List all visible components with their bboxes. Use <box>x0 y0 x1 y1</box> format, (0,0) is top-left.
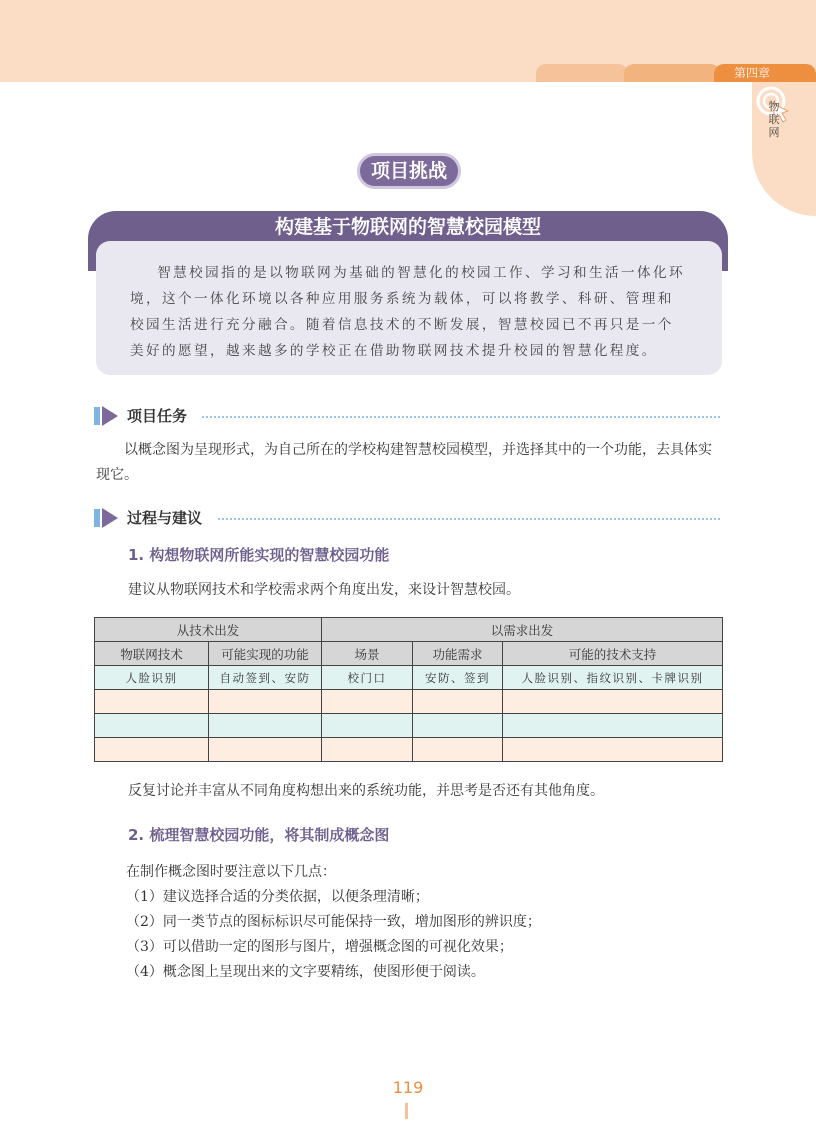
col-header: 可能实现的功能 <box>209 642 322 666</box>
intro-box: 智慧校园指的是以物联网为基础的智慧化的校园工作、学习和生活一体化环境，这个一体化环境以各种应用服务系统为载体，可以将教学、科研、管理和校园生活进行充分融合。随着信息技术的不断发展，智慧校园已不再只是一个美好的愿望，越来越多的学校正在借助物联网技术提升校园的智慧化程度。 <box>96 241 722 375</box>
step1-text: 建议从物联网技术和学校需求两个角度出发，来设计智慧校园。 <box>128 582 520 598</box>
table-cell: 校门口 <box>322 666 413 690</box>
table-row <box>95 666 723 690</box>
table-row-empty <box>95 690 723 714</box>
table-group-row <box>95 618 723 642</box>
table-cell: 人脸识别 <box>95 666 209 690</box>
table-cell-empty[interactable] <box>503 690 723 714</box>
table-cell-empty[interactable] <box>209 714 322 738</box>
step1-after: 反复讨论并丰富从不同角度构想出来的系统功能，并思考是否还有其他角度。 <box>128 783 604 799</box>
divider <box>218 518 720 520</box>
task-text: 以概念图为呈现形式，为自己所在的学校构建智慧校园模型，并选择其中的一个功能，去具体实现它。 <box>96 442 712 483</box>
page-tick <box>405 1103 408 1119</box>
table-row-empty <box>95 714 723 738</box>
side-label-char: 联 <box>768 113 780 126</box>
list-item: （3）可以借助一定的图形与图片，增强概念图的可视化效果； <box>126 939 513 955</box>
challenge-title: 构建基于物联网的智慧校园模型 <box>274 216 541 238</box>
list-item: （2）同一类节点的图标标识尽可能保持一致，增加图形的辨识度； <box>126 914 541 930</box>
chapter-tab-decor-1 <box>536 64 628 82</box>
section-process <box>94 507 720 529</box>
table-cell-empty[interactable] <box>503 738 723 762</box>
section-process-heading: 过程与建议 <box>127 509 203 527</box>
group-tech: 从技术出发 <box>95 618 322 642</box>
section-marker-icon <box>94 507 122 529</box>
table-cell-empty[interactable] <box>209 690 322 714</box>
table-cell: 安防、签到 <box>413 666 503 690</box>
table-cell-empty[interactable] <box>95 738 209 762</box>
table-cell-empty[interactable] <box>322 690 413 714</box>
table-cell-empty[interactable] <box>95 690 209 714</box>
section-task <box>94 405 720 427</box>
section-task-heading: 项目任务 <box>127 407 188 425</box>
step1-title: 1. 构想物联网所能实现的智慧校园功能 <box>128 546 390 564</box>
table-cell-empty[interactable] <box>322 714 413 738</box>
table-cell-empty[interactable] <box>503 714 723 738</box>
col-header: 可能的技术支持 <box>503 642 723 666</box>
group-need: 以需求出发 <box>322 618 723 642</box>
table-cell-empty[interactable] <box>413 714 503 738</box>
table-cell-empty[interactable] <box>209 738 322 762</box>
challenge-badge: 项目挑战 <box>357 153 461 189</box>
step2-intro: 在制作概念图时要注意以下几点： <box>126 864 336 880</box>
table-cell: 人脸识别、指纹识别、卡牌识别 <box>503 666 723 690</box>
table-cell-empty[interactable] <box>322 738 413 762</box>
table-row-empty <box>95 738 723 762</box>
table-cell-empty[interactable] <box>413 690 503 714</box>
chapter-tabs <box>536 64 816 82</box>
side-label-char: 物 <box>768 100 780 113</box>
col-header: 功能需求 <box>413 642 503 666</box>
page-number: 119 <box>392 1078 424 1097</box>
col-header: 场景 <box>322 642 413 666</box>
table-cell: 自动签到、安防 <box>209 666 322 690</box>
col-header: 物联网技术 <box>95 642 209 666</box>
table-cell-empty[interactable] <box>413 738 503 762</box>
divider <box>202 416 720 418</box>
chapter-tab-decor-2 <box>624 64 720 82</box>
side-label-char: 网 <box>768 126 780 139</box>
list-item: （1）建议选择合适的分类依据，以便条理清晰； <box>126 889 429 905</box>
idea-table <box>94 617 723 762</box>
table-header-row <box>95 642 723 666</box>
list-item: （4）概念图上呈现出来的文字要精练，使图形便于阅读。 <box>126 964 485 980</box>
table-cell-empty[interactable] <box>95 714 209 738</box>
section-marker-icon <box>94 405 122 427</box>
side-label <box>767 100 781 139</box>
chapter-tab[interactable]: 第四章 <box>714 64 816 82</box>
step2-title: 2. 梳理智慧校园功能，将其制成概念图 <box>128 826 390 844</box>
